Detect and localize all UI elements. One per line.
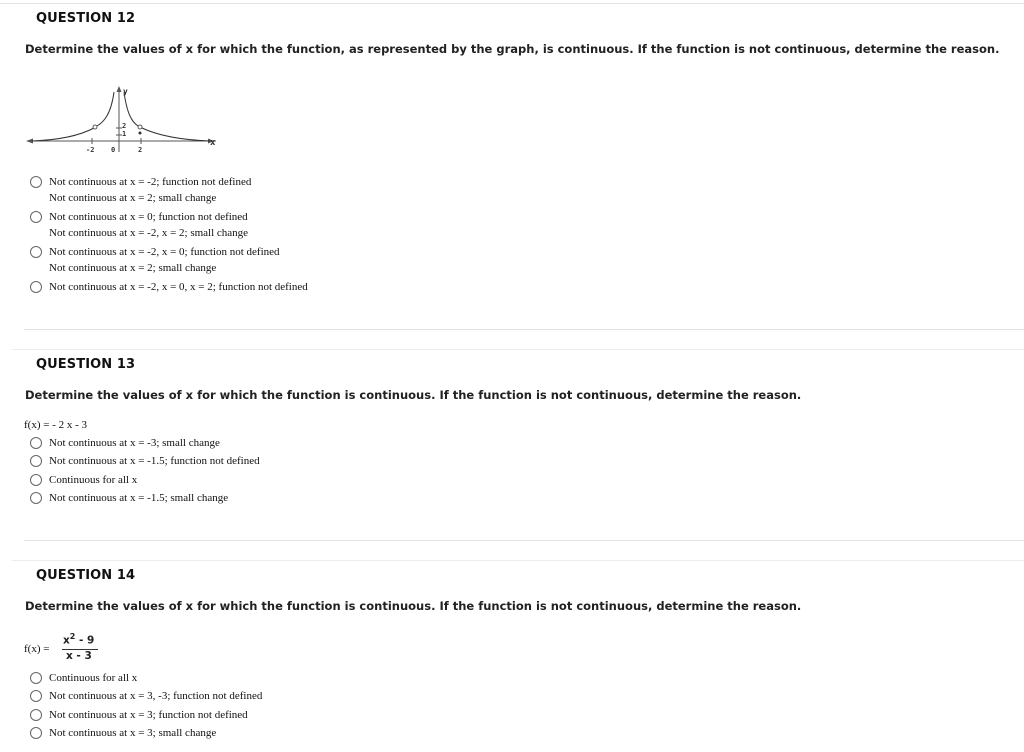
option-line: Continuous for all x: [49, 474, 138, 486]
radio-button[interactable]: [30, 281, 42, 293]
question-12-title: QUESTION 12: [36, 11, 136, 26]
option-line: Not continuous at x = 3; function not defined: [49, 709, 248, 721]
question-12-prompt: Determine the values of x for which the function, as represented by the graph, is continuous. If the function is not continuous, determine the reason.: [25, 42, 1000, 56]
question-12-graph: [24, 84, 224, 156]
question-13-prompt: Determine the values of x for which the function is continuous. If the function is not continuous, determine the reason.: [25, 388, 802, 402]
top-divider: [0, 3, 1024, 4]
graph-tick-x-0: 0: [111, 146, 116, 154]
option-line: Not continuous at x = -3; small change: [49, 437, 220, 449]
option-line: Not continuous at x = -2; function not defined: [49, 176, 252, 188]
graph-tick-y-1: 1: [122, 130, 127, 138]
option-line: Not continuous at x = 0; function not defined: [49, 211, 248, 223]
graph-tick-y-2: 2: [122, 122, 127, 130]
radio-button[interactable]: [30, 492, 42, 504]
option-line: Not continuous at x = -2, x = 0; function not defined: [49, 246, 280, 258]
option-line: Continuous for all x: [49, 672, 138, 684]
radio-button[interactable]: [30, 437, 42, 449]
fraction-denominator: x - 3: [66, 650, 92, 662]
graph-y-axis-label: y: [123, 87, 128, 96]
option-line: Not continuous at x = 2; small change: [49, 262, 217, 274]
question-14-function: [0, 628, 140, 664]
divider: [24, 329, 1024, 330]
option-line: Not continuous at x = 2; small change: [49, 192, 217, 204]
graph-tick-x-neg2: -2: [86, 146, 95, 154]
question-14-title: QUESTION 14: [36, 568, 136, 583]
function-label: f(x) =: [24, 643, 50, 655]
question-13-function: f(x) = - 2 x - 3: [24, 419, 88, 431]
radio-button[interactable]: [30, 690, 42, 702]
option-line: Not continuous at x = 3; small change: [49, 727, 217, 739]
numerator-base: x: [63, 634, 70, 647]
graph-tick-x-2: 2: [138, 146, 143, 154]
option-line: Not continuous at x = -1.5; function not defined: [49, 455, 260, 467]
radio-button[interactable]: [30, 672, 42, 684]
radio-button[interactable]: [30, 246, 42, 258]
divider: [24, 540, 1024, 541]
numerator-exponent: 2: [69, 632, 76, 641]
numerator-rest: - 9: [75, 634, 95, 647]
question-14-prompt: Determine the values of x for which the function is continuous. If the function is not continuous, determine the reason.: [25, 599, 802, 613]
graph-x-axis-label: x: [210, 138, 216, 148]
radio-button[interactable]: [30, 709, 42, 721]
divider: [12, 349, 1024, 350]
option-line: Not continuous at x = -2, x = 0, x = 2; function not defined: [49, 281, 308, 293]
option-line: Not continuous at x = -1.5; small change: [49, 492, 229, 504]
radio-button[interactable]: [30, 211, 42, 223]
divider: [12, 560, 1024, 561]
fraction-numerator: [63, 632, 94, 647]
question-13-title: QUESTION 13: [36, 357, 136, 372]
radio-button[interactable]: [30, 176, 42, 188]
radio-button[interactable]: [30, 455, 42, 467]
radio-button[interactable]: [30, 474, 42, 486]
radio-button[interactable]: [30, 727, 42, 739]
option-line: Not continuous at x = -2, x = 2; small change: [49, 227, 249, 239]
option-line: Not continuous at x = 3, -3; function not defined: [49, 690, 263, 702]
